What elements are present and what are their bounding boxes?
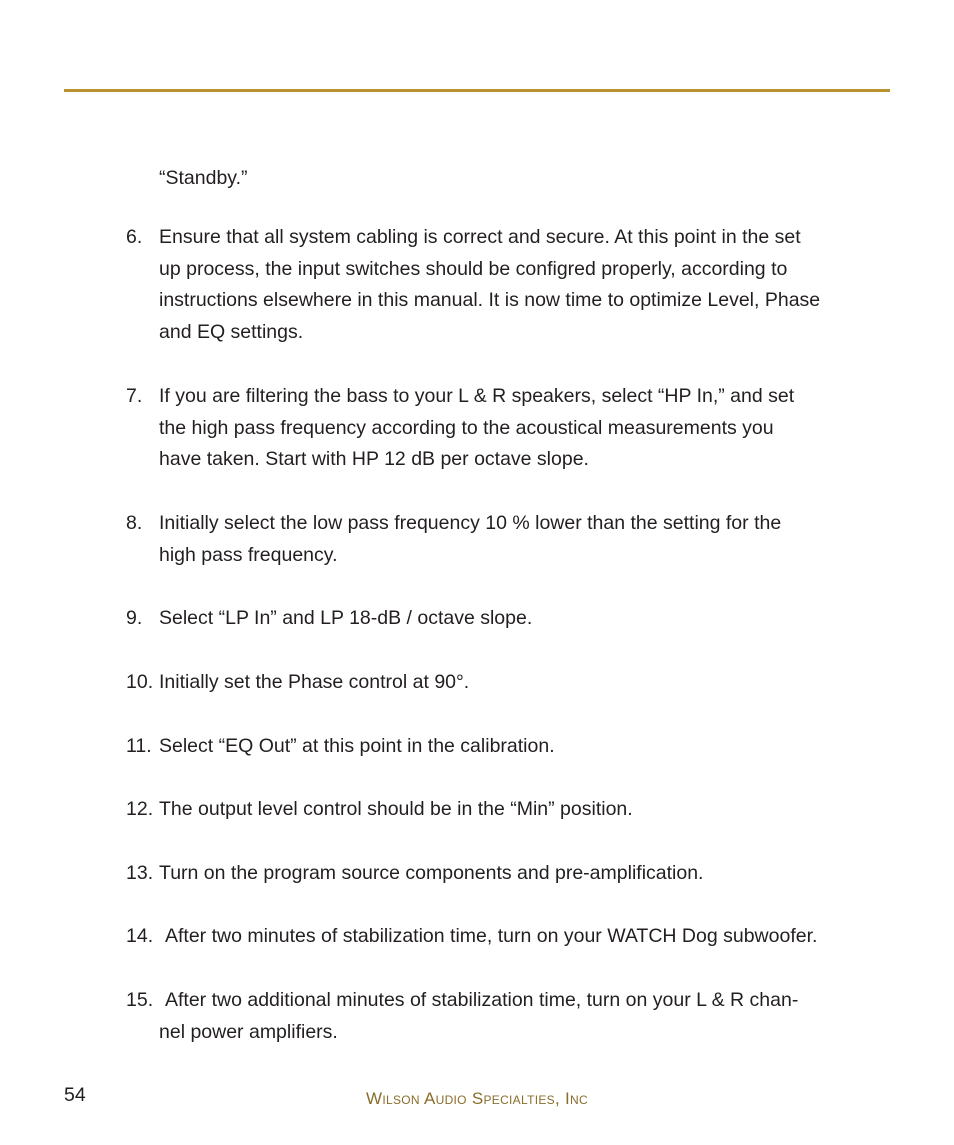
header-rule	[64, 89, 890, 92]
item-line: nel power amplifiers.	[159, 1020, 338, 1043]
item-line: If you are filtering the bass to your L & R speakers, select “HP In,” and set	[159, 385, 795, 407]
item-number: 14.	[126, 925, 154, 947]
item-number: 6.	[126, 226, 143, 248]
item-text	[159, 603, 894, 635]
item-line: Turn on the program source components and pre-amplification.	[159, 862, 704, 884]
item-text	[159, 858, 894, 890]
item-text	[159, 667, 894, 699]
item-line: high pass frequency.	[159, 543, 338, 566]
item-number: 10.	[126, 671, 154, 693]
item-line: have taken. Start with HP 12 dB per octave slope.	[159, 448, 589, 471]
item-text	[159, 731, 894, 763]
item-number: 15.	[126, 989, 154, 1011]
item-line: Select “LP In” and LP 18-dB / octave slope.	[159, 607, 533, 629]
item-line: and EQ settings.	[159, 321, 304, 344]
item-number: 13.	[126, 862, 154, 884]
item-line: After two additional minutes of stabilization time, turn on your L & R chan-	[165, 989, 799, 1011]
item-line: up process, the input switches should be configred properly, according to	[159, 257, 788, 280]
item-text	[165, 921, 900, 953]
item-line: Ensure that all system cabling is correct and secure. At this point in the set	[159, 226, 801, 248]
footer-company	[0, 1087, 954, 1111]
item-line: Initially select the low pass frequency 10 % lower than the setting for the	[159, 512, 782, 534]
item-line: instructions elsewhere in this manual. It is now time to optimize Level, Phase	[159, 289, 821, 312]
item-line: After two minutes of stabilization time, turn on your WATCH Dog subwoofer.	[165, 925, 818, 947]
item-text	[159, 222, 894, 349]
item-line: the high pass frequency according to the acoustical measurements you	[159, 416, 774, 439]
item-text	[159, 985, 900, 1048]
continuation-text: “Standby.”	[159, 167, 248, 189]
item-number: 12.	[126, 798, 154, 820]
item-line: Select “EQ Out” at this point in the calibration.	[159, 735, 555, 757]
item-number: 9.	[126, 607, 143, 629]
item-number: 11.	[126, 735, 152, 757]
item-text	[159, 381, 894, 476]
company-name: Wilson Audio Specialties, Inc	[366, 1089, 588, 1108]
page-number: 54	[64, 1084, 86, 1106]
item-text	[159, 794, 894, 826]
item-number: 7.	[126, 385, 143, 407]
item-line: Initially set the Phase control at 90°.	[159, 671, 470, 693]
item-text	[159, 508, 894, 571]
item-number: 8.	[126, 512, 143, 534]
item-line: The output level control should be in the “Min” position.	[159, 798, 633, 820]
